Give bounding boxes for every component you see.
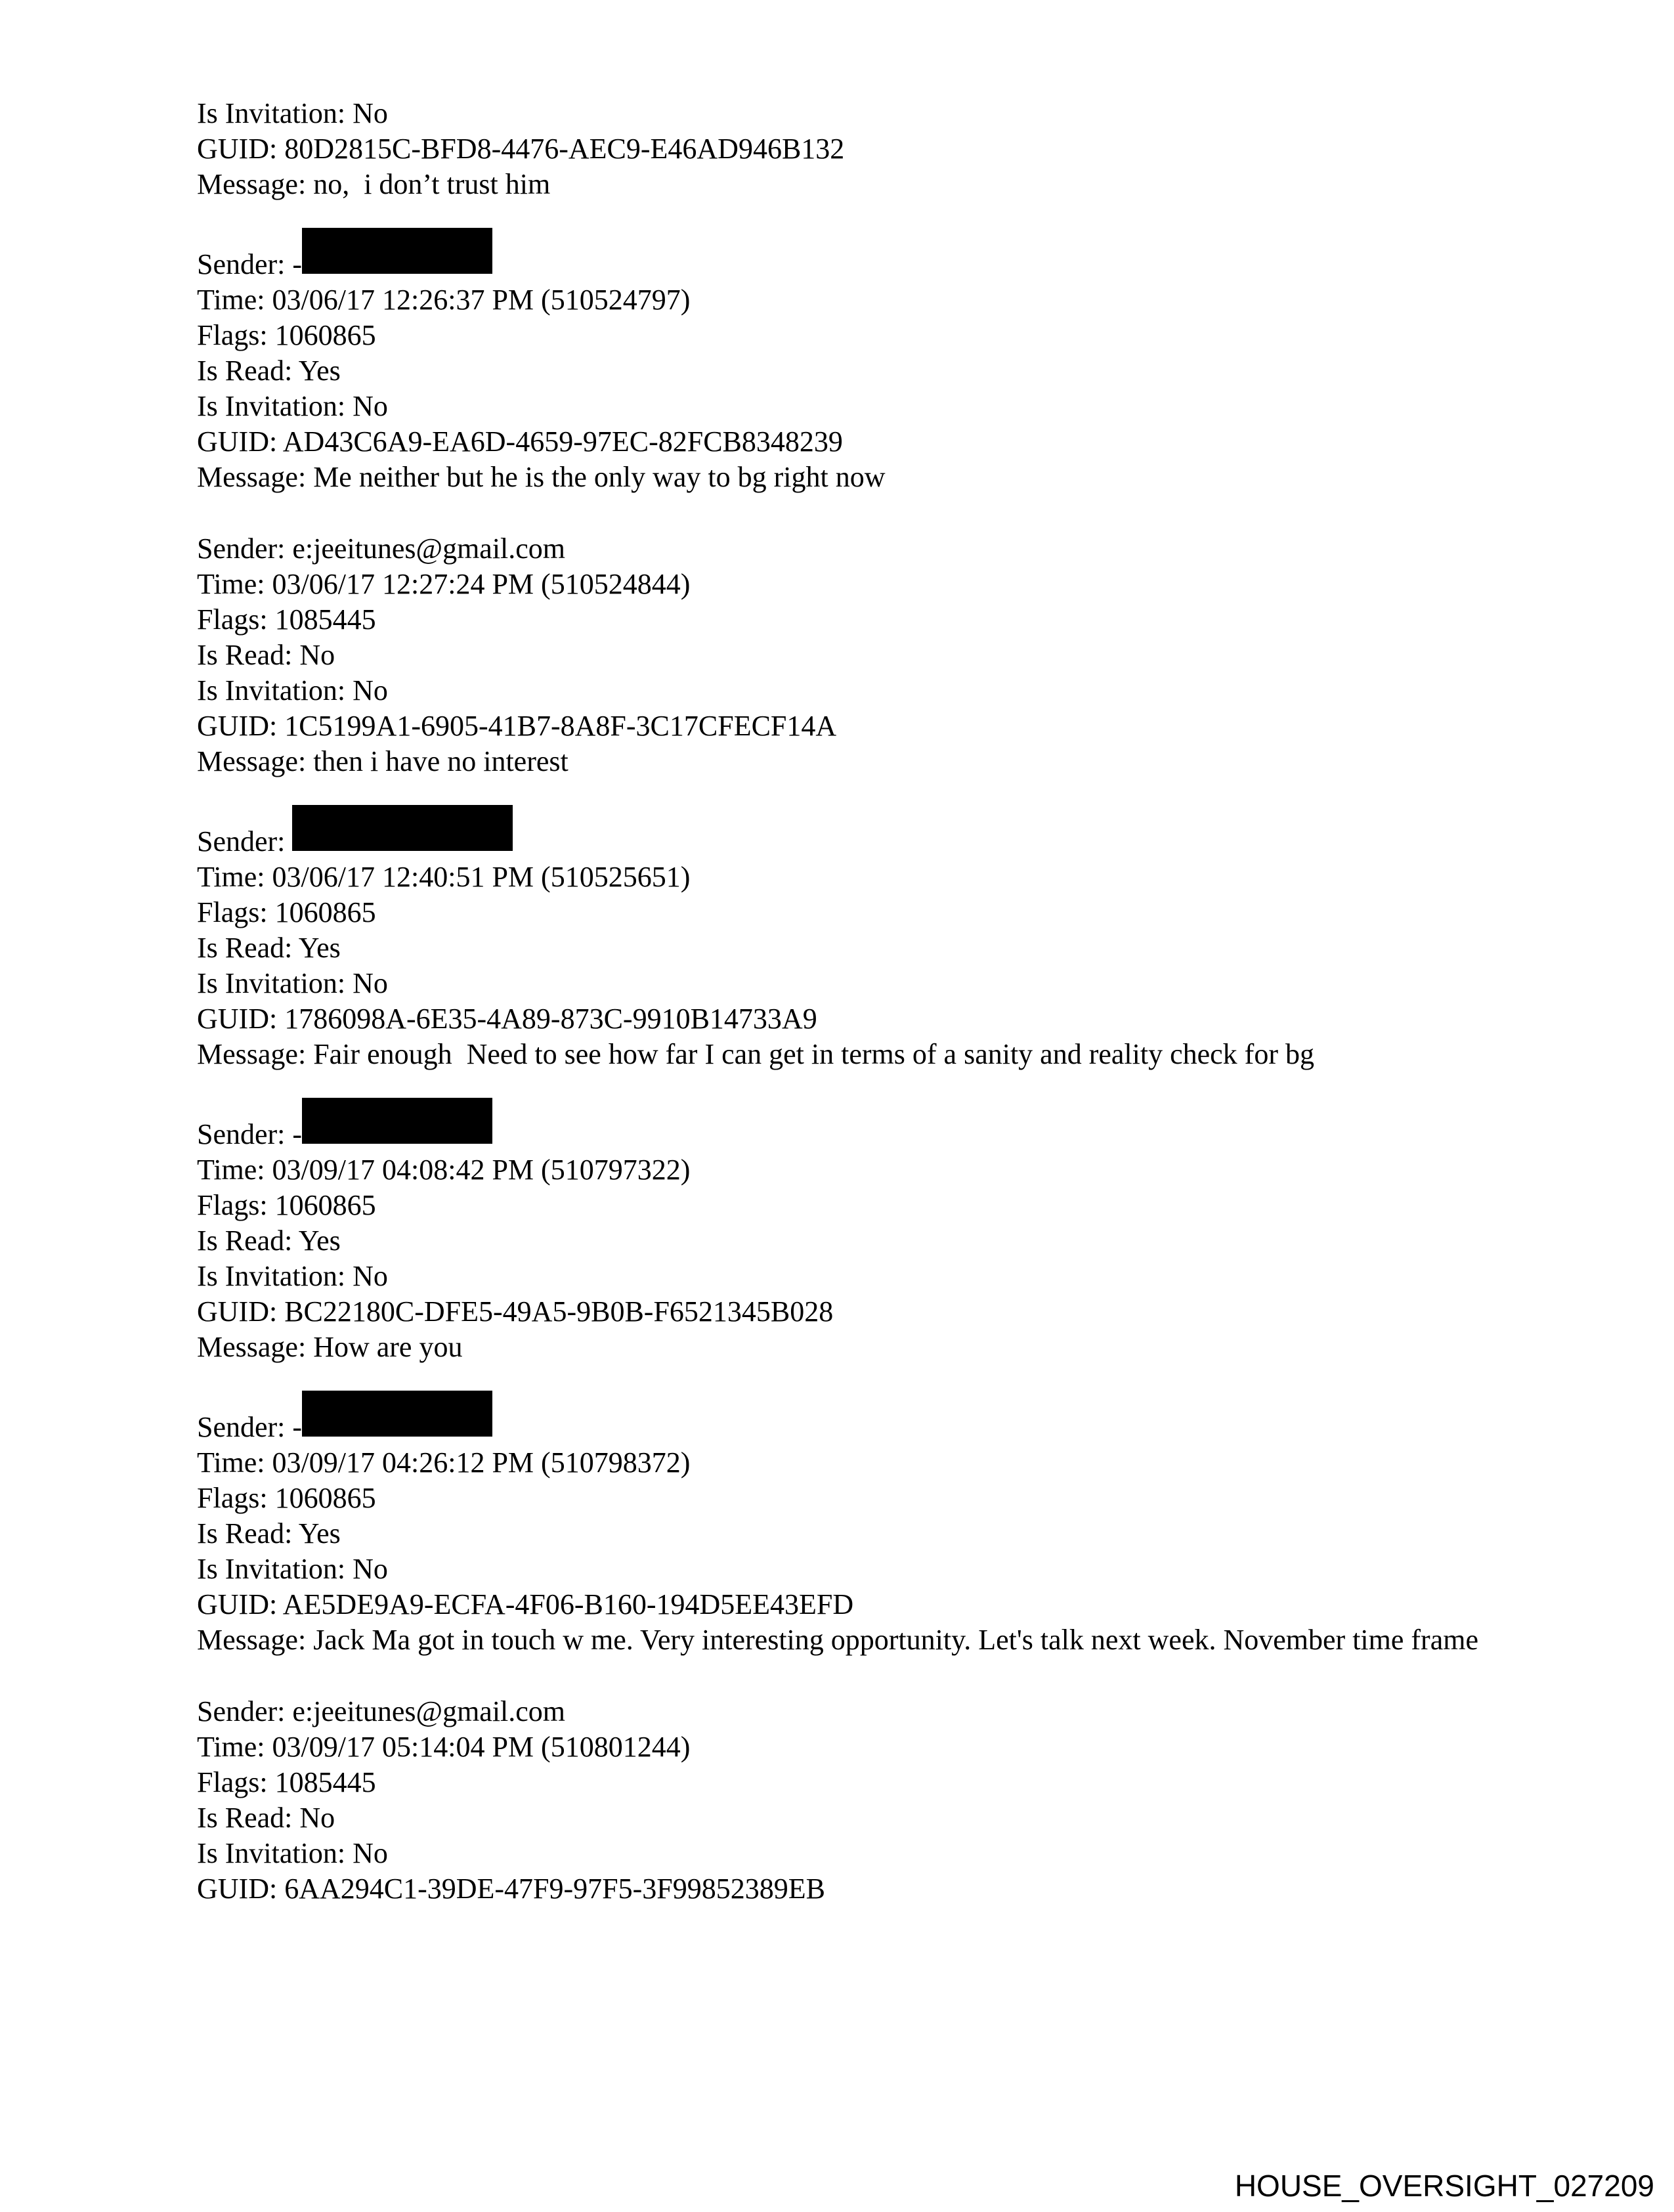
field-label: Message: xyxy=(197,1624,314,1656)
time-line xyxy=(197,1445,1635,1481)
field-value: Yes xyxy=(298,355,341,387)
field-value: Yes xyxy=(298,1517,341,1550)
guid-line xyxy=(197,1001,1635,1037)
field-value: Yes xyxy=(298,932,341,964)
field-label: GUID: xyxy=(197,1588,283,1620)
time-line xyxy=(197,1152,1635,1188)
field-label: Is Invitation: xyxy=(197,674,353,706)
time-line xyxy=(197,859,1635,895)
message-line xyxy=(197,460,1635,495)
field-value: No xyxy=(353,1260,388,1292)
field-label: Time: xyxy=(197,1731,272,1763)
message-block xyxy=(197,238,1635,495)
field-label: GUID: xyxy=(197,1873,285,1905)
sender-line xyxy=(197,1401,1635,1445)
sender-line xyxy=(197,238,1635,282)
field-label: GUID: xyxy=(197,710,285,742)
field-value: No xyxy=(353,967,388,999)
field-label: Is Invitation: xyxy=(197,1260,353,1292)
field-label: Sender: xyxy=(197,248,293,280)
field-value: No xyxy=(353,97,388,129)
field-value: 1786098A-6E35-4A89-873C-9910B14733A9 xyxy=(284,1003,817,1035)
field-label: Flags: xyxy=(197,896,275,928)
is-read-line xyxy=(197,1800,1635,1836)
time-line xyxy=(197,282,1635,318)
field-label: Message: xyxy=(197,1038,314,1070)
flags-line xyxy=(197,895,1635,930)
field-label: Sender: xyxy=(197,1695,293,1727)
field-label: Time: xyxy=(197,861,272,893)
flags-line xyxy=(197,1188,1635,1223)
message-block xyxy=(197,1108,1635,1365)
field-label: Message: xyxy=(197,168,314,200)
field-value: No xyxy=(353,1553,388,1585)
field-label: Sender: xyxy=(197,825,293,857)
is-read-line xyxy=(197,353,1635,389)
field-value: No xyxy=(353,1837,388,1869)
field-label: Flags: xyxy=(197,603,275,636)
is-read-line xyxy=(197,1516,1635,1551)
field-value: AE5DE9A9-ECFA-4F06-B160-194D5EE43EFD xyxy=(282,1588,854,1620)
field-label: Flags: xyxy=(197,1482,275,1514)
message-block xyxy=(197,96,1635,202)
time-line xyxy=(197,1729,1635,1765)
message-block xyxy=(197,531,1635,779)
guid-line xyxy=(197,131,1635,167)
is-invitation-line xyxy=(197,1551,1635,1587)
field-label: Flags: xyxy=(197,1766,275,1798)
field-value: 03/06/17 12:40:51 PM (510525651) xyxy=(272,861,691,893)
field-label: GUID: xyxy=(197,425,283,458)
guid-line xyxy=(197,1871,1635,1907)
field-value: No xyxy=(299,639,335,671)
is-read-line xyxy=(197,930,1635,966)
is-invitation-line xyxy=(197,673,1635,708)
is-invitation-line xyxy=(197,389,1635,424)
guid-line xyxy=(197,424,1635,460)
field-label: Is Read: xyxy=(197,1225,299,1257)
field-label: Sender: xyxy=(197,1118,293,1150)
field-value: 1060865 xyxy=(274,1189,376,1221)
flags-line xyxy=(197,1481,1635,1516)
field-label: Time: xyxy=(197,1446,272,1479)
field-label: Flags: xyxy=(197,1189,275,1221)
sender-line xyxy=(197,815,1635,859)
field-value: 03/06/17 12:26:37 PM (510524797) xyxy=(272,284,691,316)
field-value: then i have no interest xyxy=(313,745,569,777)
field-label: Is Read: xyxy=(197,1802,300,1834)
field-label: Time: xyxy=(197,1154,272,1186)
field-label: GUID: xyxy=(197,133,285,165)
field-label: Is Invitation: xyxy=(197,1553,353,1585)
is-invitation-line xyxy=(197,1836,1635,1871)
field-value: 03/09/17 04:26:12 PM (510798372) xyxy=(272,1446,691,1479)
field-value: 6AA294C1-39DE-47F9-97F5-3F99852389EB xyxy=(284,1873,825,1905)
message-line xyxy=(197,744,1635,779)
field-value: no, i don’t trust him xyxy=(313,168,551,200)
field-value: 03/06/17 12:27:24 PM (510524844) xyxy=(272,568,691,600)
field-value: Me neither but he is the only way to bg right now xyxy=(313,461,886,493)
field-value: Yes xyxy=(298,1225,341,1257)
is-invitation-line xyxy=(197,966,1635,1001)
field-value: 80D2815C-BFD8-4476-AEC9-E46AD946B132 xyxy=(284,133,845,165)
redaction-remnant-mark: - xyxy=(292,1118,303,1150)
field-label: Is Read: xyxy=(197,639,300,671)
field-value: Jack Ma got in touch w me. Very interesting opportunity. Let's talk next week. November time frame xyxy=(313,1624,1478,1656)
field-label: Is Invitation: xyxy=(197,967,353,999)
field-value: 1C5199A1-6905-41B7-8A8F-3C17CFECF14A xyxy=(284,710,837,742)
is-invitation-line xyxy=(197,96,1635,131)
flags-line xyxy=(197,1765,1635,1800)
field-value: No xyxy=(353,674,388,706)
message-block xyxy=(197,815,1635,1072)
flags-line xyxy=(197,318,1635,353)
field-label: Sender: xyxy=(197,1411,293,1443)
message-line xyxy=(197,1622,1635,1658)
is-read-line xyxy=(197,1223,1635,1259)
field-label: Is Read: xyxy=(197,932,299,964)
field-label: Is Invitation: xyxy=(197,390,353,422)
is-read-line xyxy=(197,638,1635,673)
field-label: Sender: xyxy=(197,532,293,565)
flags-line xyxy=(197,602,1635,638)
field-value: Fair enough Need to see how far I can get in terms of a sanity and reality check for bg xyxy=(313,1038,1314,1070)
message-line xyxy=(197,167,1635,202)
field-label: Time: xyxy=(197,284,272,316)
time-line xyxy=(197,567,1635,602)
message-block xyxy=(197,1401,1635,1658)
field-value: 03/09/17 05:14:04 PM (510801244) xyxy=(272,1731,691,1763)
guid-line xyxy=(197,708,1635,744)
field-value: How are you xyxy=(313,1331,463,1363)
field-value: e:jeeitunes@gmail.com xyxy=(292,1695,566,1727)
field-label: Message: xyxy=(197,1331,314,1363)
field-value: No xyxy=(353,390,388,422)
field-value: 1060865 xyxy=(274,319,376,351)
field-label: Is Read: xyxy=(197,1517,299,1550)
message-line xyxy=(197,1037,1635,1072)
field-label: GUID: xyxy=(197,1003,285,1035)
field-value: e:jeeitunes@gmail.com xyxy=(292,532,566,565)
redaction-box xyxy=(302,228,492,274)
field-label: Flags: xyxy=(197,319,275,351)
bates-stamp: HOUSE_OVERSIGHT_027209 xyxy=(1234,2169,1654,2203)
redaction-box xyxy=(302,1391,492,1437)
field-value: 1085445 xyxy=(274,603,376,636)
sender-line xyxy=(197,1108,1635,1152)
field-label: GUID: xyxy=(197,1295,285,1328)
field-label: Message: xyxy=(197,745,314,777)
field-value: No xyxy=(299,1802,335,1834)
field-label: Message: xyxy=(197,461,314,493)
field-value: AD43C6A9-EA6D-4659-97EC-82FCB8348239 xyxy=(282,425,843,458)
redaction-box xyxy=(302,1098,492,1144)
field-value: 1060865 xyxy=(274,896,376,928)
message-list xyxy=(197,96,1635,1907)
redaction-box xyxy=(292,805,513,851)
message-block xyxy=(197,1694,1635,1907)
field-value: 03/09/17 04:08:42 PM (510797322) xyxy=(272,1154,691,1186)
field-label: Is Invitation: xyxy=(197,97,353,129)
field-label: Is Invitation: xyxy=(197,1837,353,1869)
message-line xyxy=(197,1330,1635,1365)
redaction-remnant-mark: - xyxy=(292,248,303,280)
is-invitation-line xyxy=(197,1259,1635,1294)
field-value: 1085445 xyxy=(274,1766,376,1798)
guid-line xyxy=(197,1294,1635,1330)
sender-line xyxy=(197,1694,1635,1729)
sender-line xyxy=(197,531,1635,567)
redaction-remnant-mark: - xyxy=(292,1411,303,1443)
field-label: Is Read: xyxy=(197,355,299,387)
field-value: BC22180C-DFE5-49A5-9B0B-F6521345B028 xyxy=(284,1295,834,1328)
field-label: Time: xyxy=(197,568,272,600)
guid-line xyxy=(197,1587,1635,1622)
field-value: 1060865 xyxy=(274,1482,376,1514)
